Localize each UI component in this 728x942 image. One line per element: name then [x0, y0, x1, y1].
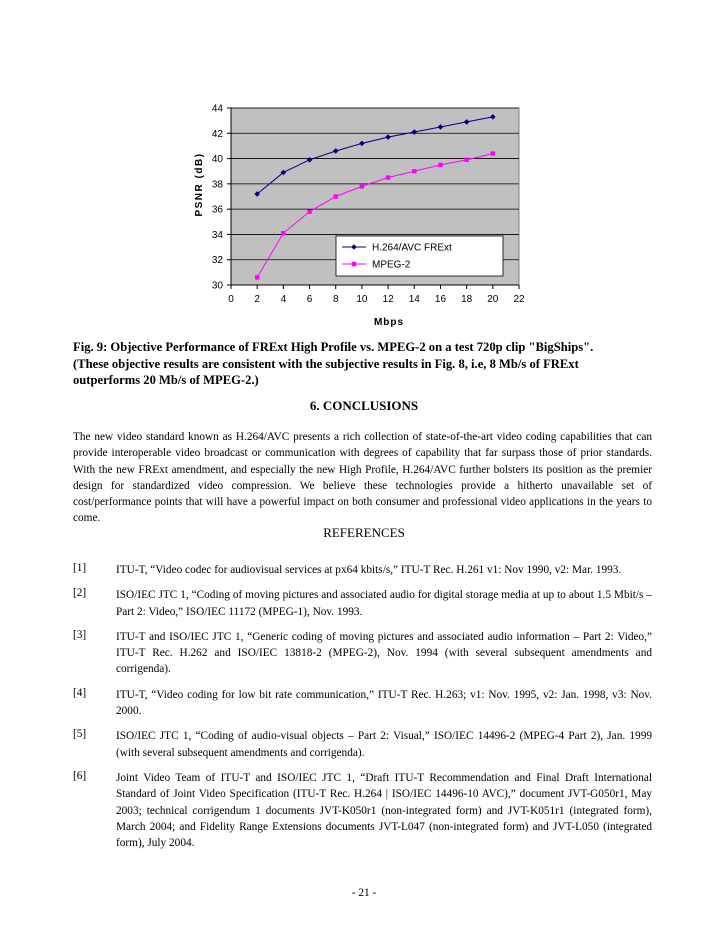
x-tick-label: 16	[434, 294, 447, 305]
reference-item	[73, 770, 652, 851]
caption-line-3: outperforms 20 Mb/s of MPEG-2.)	[73, 373, 259, 387]
data-point-mpeg2	[386, 175, 390, 179]
reference-item	[73, 587, 652, 620]
y-tick-label: 38	[211, 179, 223, 191]
reference-text: ISO/IEC JTC 1, “Coding of moving pictures and associated audio for digital storage media at up to about 1.5 Mbit/s – Part 2: Video,” ISO/IEC 11172 (MPEG-1), Nov. 1993.	[116, 589, 652, 618]
y-tick-label: 44	[211, 103, 223, 115]
x-tick-label: 10	[356, 294, 368, 305]
legend-label-frext: H.264/AVC FRExt	[372, 242, 452, 254]
data-point-mpeg2	[307, 209, 311, 213]
conclusions-heading: 6. CONCLUSIONS	[309, 398, 419, 413]
caption-line-1: Fig. 9: Objective Performance of FRExt High Profile vs. MPEG-2 on a test 720p clip "BigShips".	[73, 340, 594, 354]
reference-number: [6]	[73, 769, 87, 782]
figure-caption	[73, 339, 663, 389]
data-point-mpeg2	[412, 169, 416, 173]
reference-text: ITU-T and ISO/IEC JTC 1, “Generic coding of moving pictures and associated audio information – Part 2: Video,” ITU-T Rec. H.262 and ISO/IEC 13818-2 (MPEG-2), Nov. 1994 (with several subsequent amendments and corrigenda).	[116, 630, 652, 676]
x-tick-label: 8	[332, 294, 339, 305]
caption-line-2: (These objective results are consistent with the subjective results in Fig. 8, i.e, 8 Mb/s of FRExt	[73, 356, 579, 371]
reference-text: ITU-T, “Video codec for audiovisual services at px64 kbits/s,” ITU-T Rec. H.261 v1: Nov 1990, v2: Mar. 1993.	[116, 564, 622, 576]
y-tick-label: 36	[211, 204, 223, 216]
y-axis-label: PSNR (dB)	[194, 152, 205, 217]
reference-number: [5]	[73, 728, 87, 741]
data-point-mpeg2	[464, 158, 468, 162]
reference-number: [2]	[73, 587, 87, 600]
data-point-mpeg2	[360, 184, 364, 188]
x-tick-label: 4	[280, 294, 287, 305]
reference-item	[73, 728, 652, 761]
data-point-mpeg2	[281, 231, 285, 235]
x-tick-label: 22	[513, 294, 525, 305]
reference-item	[73, 562, 652, 578]
y-tick-label: 42	[211, 128, 223, 140]
x-tick-label: 0	[228, 294, 234, 305]
x-tick-label: 18	[461, 294, 473, 305]
x-tick-label: 12	[382, 294, 394, 305]
conclusions-paragraph: The new video standard known as H.264/AVC presents a rich collection of state-of-the-art video coding capabilities that can provide interoperable video broadcast or communication with degrees of capability that far surpass those of prior standards. With the new FRExt amendment, and especially the new High Profile, H.264/AVC further bolsters its position as the premier design for standardized video compression. We believe these technologies provide a hitherto unavailable set of cost/performance points that will have a powerful impact on both consumer and professional video applications in the years to come.	[73, 431, 652, 525]
reference-number: [4]	[73, 686, 87, 699]
x-tick-label: 20	[487, 294, 499, 305]
references-list	[73, 562, 652, 851]
reference-text: ISO/IEC JTC 1, “Coding of audio-visual objects – Part 2: Visual,” ISO/IEC 14496-2 (MPEG-4 Part 2), Jan. 1999 (with several subsequent amendments and corrigenda).	[116, 730, 652, 759]
data-point-mpeg2	[491, 151, 495, 155]
psnr-vs-bitrate-chart	[180, 90, 550, 330]
y-tick-label: 30	[211, 280, 223, 292]
reference-item	[73, 687, 652, 720]
reference-number: [3]	[73, 628, 87, 641]
reference-number: [1]	[73, 562, 87, 574]
reference-text: ITU-T, “Video coding for low bit rate communication,” ITU-T Rec. H.263; v1: Nov. 1995, v2: Jan. 1998, v3: Nov. 2000.	[116, 688, 652, 718]
reference-text: Joint Video Team of ITU-T and ISO/IEC JTC 1, “Draft ITU-T Recommendation and Final Draft International Standard of Joint Video Specification (ITU-T Rec. H.264 | ISO/IEC 14496-10 AVC),” document JVT-G050r1, May 2003; technical corrigendum 1 documents JVT-K050r1 (non-integrated form) and JVT-K051r1 (integrated form), March 2004; and Fidelity Range Extensions documents JVT-L047 (non-integrated form) and JVT-L050 (integrated form), July 2004.	[116, 771, 652, 850]
data-point-mpeg2	[334, 194, 338, 198]
x-tick-label: 14	[408, 294, 420, 305]
y-tick-label: 32	[211, 255, 223, 267]
legend-label-mpeg2: MPEG-2	[372, 259, 411, 271]
y-tick-label: 40	[211, 154, 223, 166]
data-point-mpeg2	[255, 275, 259, 279]
legend-marker-mpeg2	[352, 262, 356, 266]
data-point-mpeg2	[438, 163, 442, 167]
x-axis-label: Mbps	[373, 317, 405, 328]
x-tick-label: 6	[306, 294, 313, 305]
reference-item	[73, 629, 652, 678]
references-heading: REFERENCES	[323, 525, 405, 540]
page-number: - 21 -	[351, 887, 377, 899]
x-tick-label: 2	[254, 294, 260, 305]
y-tick-label: 34	[211, 229, 223, 241]
